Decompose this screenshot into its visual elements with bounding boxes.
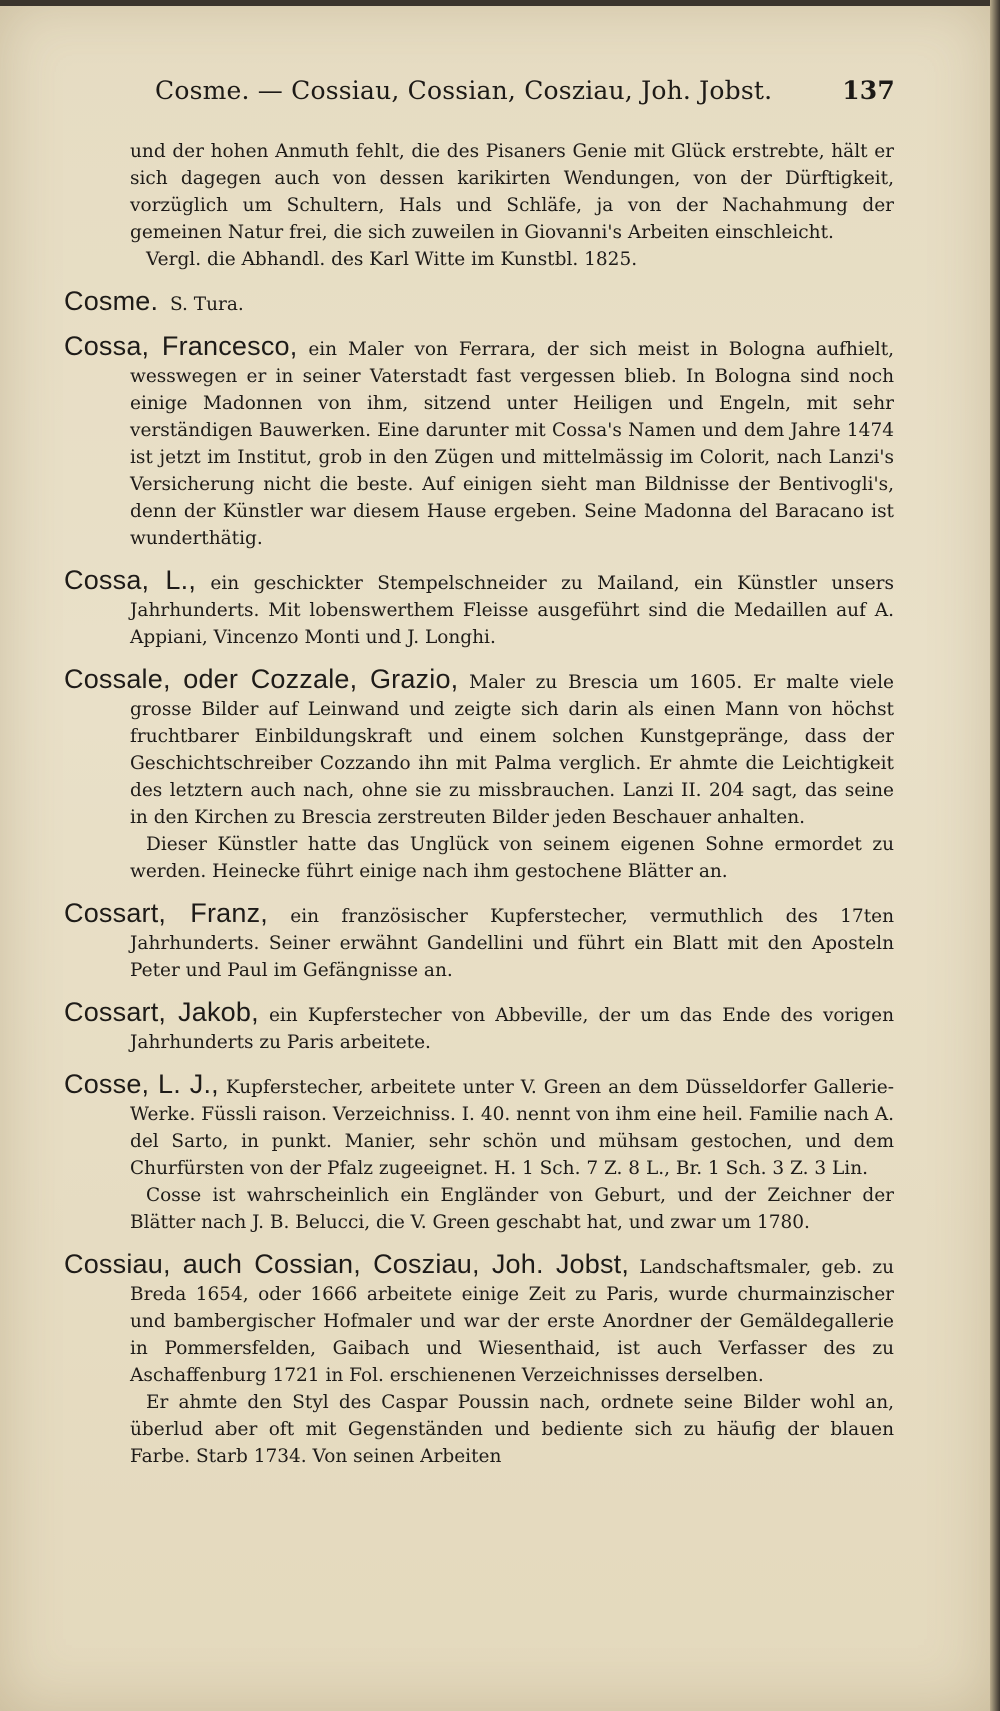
entry-cossart-jakob — [64, 999, 894, 1056]
page-header — [155, 76, 895, 116]
entry-heading: Cossiau, auch Cossian, Cosziau, Joh. Jobst, — [64, 1249, 630, 1279]
entry-text: Landschaftsmaler, geb. zu Breda 1654, oder 1666 arbeitete einige Zeit zu Paris, wurde churmainzischer und bambergischer Hofmaler und war der erste Anordner der Gemäldegallerie in Pommersfelden, Gaibach und Wiesenthaid, ist auch Verfasser des zu Aschaffenburg 1721 in Fol. erschienenen Verzeichnisses derselben. — [130, 1257, 894, 1386]
entry-cossale-grazio — [64, 666, 894, 885]
entry-continuation: Er ahmte den Styl des Caspar Poussin nach, ordnete seine Bilder wohl an, überlud aber oft mit Gegenständen und bediente sich zu häufig der blauen Farbe. Starb 1734. Von seinen Arbeiten — [130, 1392, 894, 1467]
entry-text: Kupferstecher, arbeitete unter V. Green an dem Düsseldorfer Gallerie-Werke. Füssli raison. Verzeichniss. I. 40. nennt von ihm eine heil. Familie nach A. del Sarto, in punkt. Manier, sehr schön und mühsam gestochen, und dem Churfürsten von der Pfalz zugeeignet. H. 1 Sch. 7 Z. 8 L., Br. 1 Sch. 3 Z. 3 Lin. — [130, 1077, 894, 1179]
entry-cossa-l — [64, 567, 894, 651]
entry-text: ein französischer Kupferstecher, vermuthlich des 17ten Jahrhunderts. Seiner erwähnt Gandellini und führt ein Blatt mit den Aposteln Peter und Paul im Gefängnisse an. — [130, 906, 894, 981]
entry-heading: Cossa, L., — [64, 565, 197, 595]
entry-heading: Cosme. — [64, 286, 159, 316]
entry-continuation: Cosse ist wahrscheinlich ein Engländer von Geburt, und der Zeichner der Blätter nach J. B. Belucci, die V. Green geschabt hat, und zwar um 1780. — [130, 1185, 894, 1233]
entry-heading: Cossart, Franz, — [64, 898, 268, 928]
entry-text: S. Tura. — [170, 294, 244, 315]
entry-text: ein Kupferstecher von Abbeville, der um das Ende des vorigen Jahrhunderts zu Paris arbeitete. — [130, 1005, 895, 1053]
entry-heading: Cossale, oder Cozzale, Grazio, — [64, 664, 459, 694]
entry-heading: Cossart, Jakob, — [64, 997, 259, 1027]
intro-paragraph: und der hohen Anmuth fehlt, die des Pisaners Genie mit Glück erstrebte, hält er sich dagegen auch von dessen karikirten Wendungen, von der Dürftigkeit, vorzüglich um Schultern, Hals und Schläfe, ja von der Nachahmung der gemeinen Natur frei, die sich zuweilen in Giovanni's Arbeiten einschleicht. — [130, 141, 894, 243]
entry-text: ein geschickter Stempelschneider zu Mailand, ein Künstler unsers Jahrhunderts. Mit lobenswerthem Fleisse ausgeführt sind die Medaillen auf A. Appiani, Vincenzo Monti und J. Longhi. — [130, 573, 894, 648]
page-body — [64, 138, 894, 1470]
entry-cosse-lj — [64, 1071, 894, 1236]
book-edge — [990, 0, 1000, 1711]
page-number: 137 — [842, 76, 895, 105]
entry-heading: Cossa, Francesco, — [64, 331, 298, 361]
entry-heading: Cosse, L. J., — [64, 1069, 219, 1099]
entry-text: ein Maler von Ferrara, der sich meist in Bologna aufhielt, wesswegen er in seiner Vaterstadt fast vergessen blieb. In Bologna sind noch einige Madonnen von ihm, sitzend unter Heiligen und Engeln, mit sehr verständigen Bauwerken. Eine darunter mit Cossa's Namen und dem Jahre 1474 ist jetzt im Institut, grob in den Zügen und mittelmässig im Colorit, nach Lanzi's Versicherung nicht die beste. Auf einigen sieht man Bildnisse der Bentivogli's, denn der Künstler war diesem Hause ergeben. Seine Madonna del Baracano ist wunderthätig. — [130, 339, 895, 549]
entry-cossiau-jobst — [64, 1251, 894, 1470]
running-title: Cosme. — Cossiau, Cossian, Cosziau, Joh. Jobst. — [155, 76, 773, 105]
intro-reference: Vergl. die Abhandl. des Karl Witte im Kunstbl. 1825. — [146, 249, 638, 270]
entry-cosme — [64, 288, 894, 318]
entry-text: Maler zu Brescia um 1605. Er malte viele grosse Bilder auf Leinwand und zeigte sich darin als einen Mann von höchst fruchtbarer Einbildungskraft und einem solchen Kunstgepränge, dass der Geschichtschreiber Cozzando ihn mit Palma verglich. Er ahmte die Leichtigkeit des letztern auch nach, ohne sie zu missbrauchen. Lanzi II. 204 sagt, das seine in den Kirchen zu Brescia zerstreuten Bilder jeden Beschauer anhalten. — [130, 672, 895, 828]
entry-cossa-francesco — [64, 333, 894, 552]
entry-continuation: Dieser Künstler hatte das Unglück von seinem eigenen Sohne ermordet zu werden. Heinecke führt einige nach ihm gestochene Blätter an. — [130, 834, 894, 882]
entry-cossart-franz — [64, 900, 894, 984]
